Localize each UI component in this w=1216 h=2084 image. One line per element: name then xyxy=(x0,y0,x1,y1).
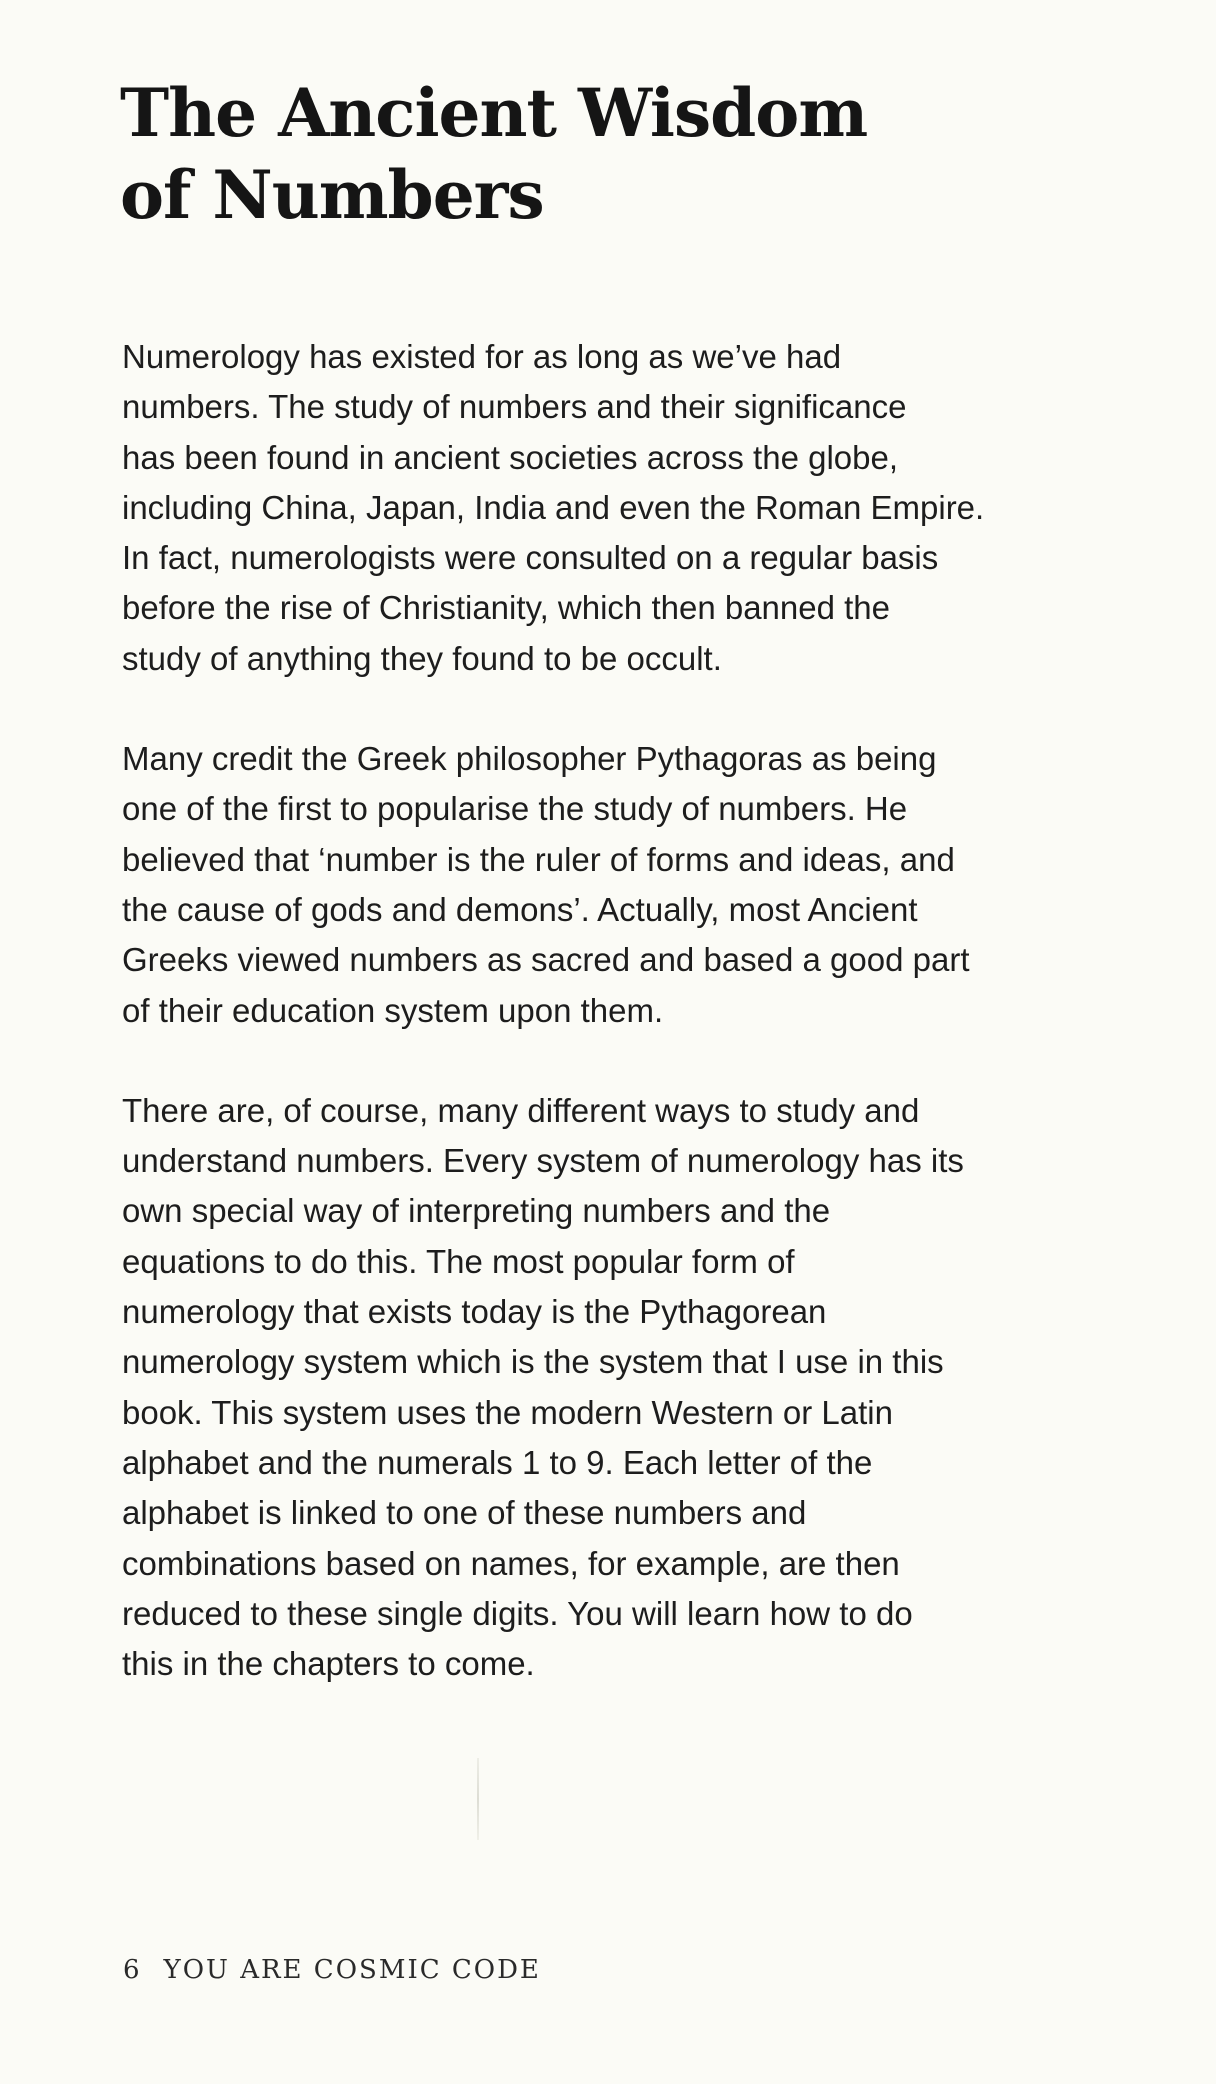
body-text xyxy=(122,332,1122,1739)
text-line: alphabet is linked to one of these numbers and xyxy=(122,1494,807,1532)
scan-artifact-mark xyxy=(477,1758,479,1840)
text-line: Greeks viewed numbers as sacred and based a good part xyxy=(122,941,970,979)
text-line: There are, of course, many different ways to study and xyxy=(122,1091,920,1129)
text-line: book. This system uses the modern Western or Latin xyxy=(122,1393,893,1431)
page-footer xyxy=(123,1952,541,1988)
text-line: the cause of gods and demons’. Actually, most Ancient xyxy=(122,890,918,928)
text-line: alphabet and the numerals 1 to 9. Each letter of the xyxy=(122,1443,873,1481)
paragraph-1 xyxy=(122,332,1122,684)
text-line: Many credit the Greek philosopher Pythagoras as being xyxy=(122,740,937,778)
text-line: believed that ‘number is the ruler of forms and ideas, and xyxy=(122,840,955,878)
text-line: of their education system upon them. xyxy=(122,991,664,1029)
page-number: 6 xyxy=(123,1955,142,1985)
text-line: combinations based on names, for example, are then xyxy=(122,1544,900,1582)
text-line: has been found in ancient societies across the globe, xyxy=(122,438,899,476)
paragraph-2 xyxy=(122,734,1122,1036)
running-title: YOU ARE COSMIC CODE xyxy=(163,1955,541,1985)
text-line: In fact, numerologists were consulted on a regular basis xyxy=(122,539,939,577)
text-line: including China, Japan, India and even the Roman Empire. xyxy=(122,488,985,526)
page-title-line-1: The Ancient Wisdom xyxy=(120,74,868,152)
text-line: before the rise of Christianity, which then banned the xyxy=(122,589,891,627)
text-line: numerology that exists today is the Pythagorean xyxy=(122,1293,827,1331)
text-line: understand numbers. Every system of numerology has its xyxy=(122,1142,964,1180)
text-line: study of anything they found to be occult. xyxy=(122,639,722,677)
page-title-line-2: of Numbers xyxy=(120,156,544,234)
text-line: one of the first to popularise the study of numbers. He xyxy=(122,790,908,828)
page-title xyxy=(120,72,1100,236)
paragraph-3 xyxy=(122,1086,1122,1690)
text-line: numerology system which is the system that I use in this xyxy=(122,1343,944,1381)
text-line: this in the chapters to come. xyxy=(122,1645,535,1683)
text-line: reduced to these single digits. You will learn how to do xyxy=(122,1594,913,1632)
text-line: equations to do this. The most popular form of xyxy=(122,1242,795,1280)
text-line: numbers. The study of numbers and their significance xyxy=(122,388,907,426)
text-line: Numerology has existed for as long as we’ve had xyxy=(122,338,842,375)
text-line: own special way of interpreting numbers and the xyxy=(122,1192,831,1230)
